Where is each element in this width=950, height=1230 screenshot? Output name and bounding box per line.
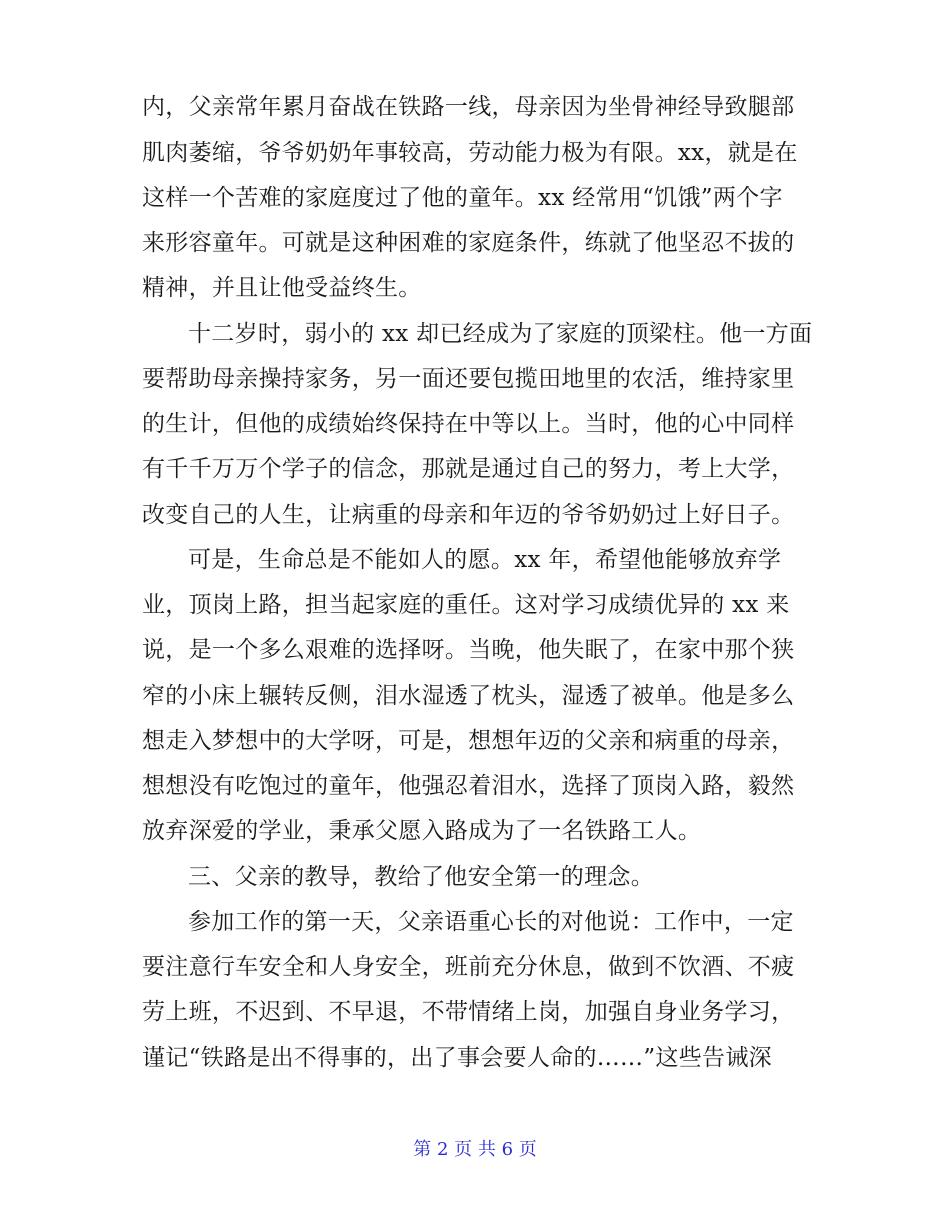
text-line: 窄的小床上辗转反侧，泪水湿透了枕头，湿透了被单。他是多么 bbox=[142, 683, 795, 709]
text-line: 肌肉萎缩，爷爷奶奶年事较高，劳动能力极为有限。xx，就是在 bbox=[142, 140, 798, 166]
text-line: 内，父亲常年累月奋战在铁路一线，母亲因为坐骨神经导致腿部 bbox=[142, 94, 795, 120]
text-line: 要注意行车安全和人身安全，班前充分休息，做到不饮酒、不疲 bbox=[142, 954, 795, 980]
text-line: 来形容童年。可就是这种困难的家庭条件，练就了他坚忍不拔的 bbox=[142, 230, 795, 256]
text-line: 说，是一个多么艰难的选择呀。当晚，他失眠了，在家中那个狭 bbox=[142, 637, 795, 663]
text-line: 放弃深爱的学业，秉承父愿入路成为了一名铁路工人。 bbox=[142, 818, 702, 844]
text-line: 的生计，但他的成绩始终保持在中等以上。当时，他的心中同样 bbox=[142, 411, 795, 437]
text-line: 劳上班，不迟到、不早退，不带情绪上岗，加强自身业务学习， bbox=[142, 999, 795, 1025]
text-line: 十二岁时，弱小的 xx 却已经成为了家庭的顶梁柱。他一方面 bbox=[188, 321, 813, 347]
text-line: 谨记“铁路是出不得事的，出了事会要人命的……”这些告诫深 bbox=[142, 1045, 772, 1071]
text-line: 这样一个苦难的家庭度过了他的童年。xx 经常用“饥饿”两个字 bbox=[142, 185, 783, 211]
page-number-footer: 第 2 页 共 6 页 bbox=[413, 1139, 537, 1160]
text-line: 要帮助母亲操持家务，另一面还要包揽田地里的农活，维持家里 bbox=[142, 366, 795, 392]
text-line: 业，顶岗上路，担当起家庭的重任。这对学习成绩优异的 xx 来 bbox=[142, 592, 790, 618]
text-line: 精神，并且让他受益终生。 bbox=[142, 275, 422, 301]
text-line: 想想没有吃饱过的童年，他强忍着泪水，选择了顶岗入路，毅然 bbox=[142, 773, 795, 799]
text-line: 想走入梦想中的大学呀，可是，想想年迈的父亲和病重的母亲， bbox=[142, 728, 795, 754]
text-line: 改变自己的人生，让病重的母亲和年迈的爷爷奶奶过上好日子。 bbox=[142, 502, 795, 528]
text-line: 参加工作的第一天，父亲语重心长的对他说：工作中，一定 bbox=[188, 909, 794, 935]
text-line: 有千千万万个学子的信念，那就是通过自己的努力，考上大学， bbox=[142, 456, 795, 482]
section-heading: 三、父亲的教导，教给了他安全第一的理念。 bbox=[188, 864, 654, 890]
text-line: 可是，生命总是不能如人的愿。xx 年，希望他能够放弃学 bbox=[188, 547, 782, 573]
